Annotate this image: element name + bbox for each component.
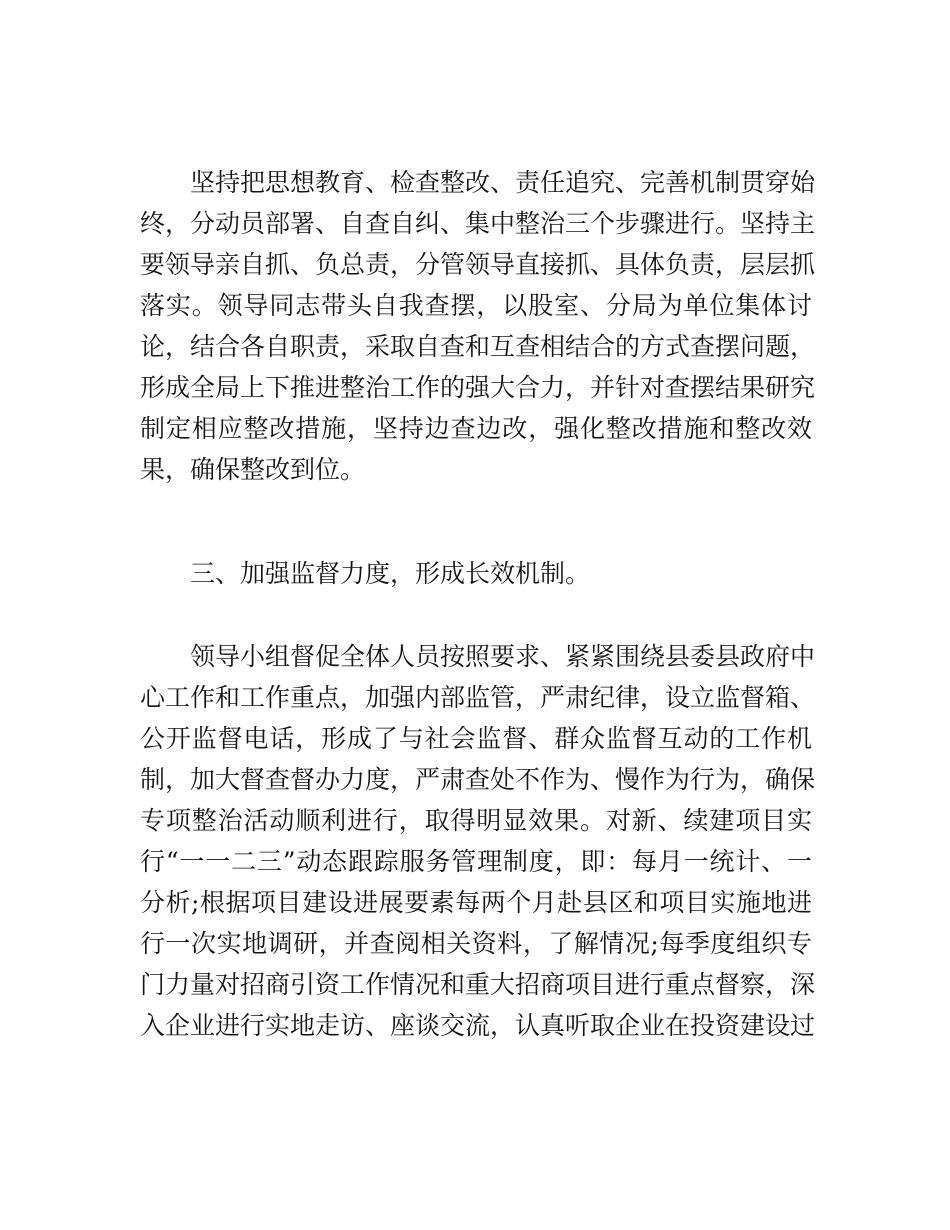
section-heading: 三、加强监督力度，形成长效机制。 [190,559,591,588]
paragraph-3-line-5: 专项整治活动顺利进行，取得明显效果。对新、续建项目实 [140,806,812,835]
paragraph-3-line-2: 心工作和工作重点，加强内部监管，严肃纪律，设立监督箱、 [140,683,816,712]
paragraph-3-line-4: 制，加大督查督办力度，严肃查处不作为、慢作为行为，确保 [140,765,816,794]
paragraph-3-line-1: 领导小组督促全体人员按照要求、紧紧围绕县委县政府中 [190,642,816,671]
paragraph-3-line-9: 门力量对招商引资工作情况和重大招商项目进行重点督察，深 [140,970,816,999]
paragraph-1-line-7: 制定相应整改措施，坚持边查边改，强化整改措施和整改效 [140,414,812,443]
paragraph-1-line-3: 要领导亲自抓、负总责，分管领导直接抓、具体负责，层层抓 [140,250,816,279]
paragraph-1-line-4: 落实。领导同志带头自我查摆，以股室、分局为单位集体讨 [140,291,812,320]
paragraph-3-line-7: 分析;根据项目建设进展要素每两个月赴县区和项目实施地进 [140,888,812,917]
paragraph-1-line-1: 坚持把思想教育、检查整改、责任追究、完善机制贯穿始 [190,168,816,197]
paragraph-3-line-6: 行“一一二三”动态跟踪服务管理制度，即：每月一统计、一 [140,847,812,876]
paragraph-3-line-3: 公开监督电话，形成了与社会监督、群众监督互动的工作机 [140,724,812,753]
paragraph-3-line-8: 行一次实地调研，并查阅相关资料，了解情况;每季度组织专 [140,929,812,958]
paragraph-1-line-6: 形成全局上下推进整治工作的强大合力，并针对查摆结果研究 [140,373,816,402]
paragraph-1-line-8: 果，确保整改到位。 [140,455,366,484]
paragraph-1-line-5: 论，结合各自职责，采取自查和互查相结合的方式查摆问题， [140,332,816,361]
paragraph-1-line-2: 终，分动员部署、自查自纠、集中整治三个步骤进行。坚持主 [140,209,816,238]
paragraph-3-line-10: 入企业进行实地走访、座谈交流，认真听取企业在投资建设过 [140,1011,816,1040]
